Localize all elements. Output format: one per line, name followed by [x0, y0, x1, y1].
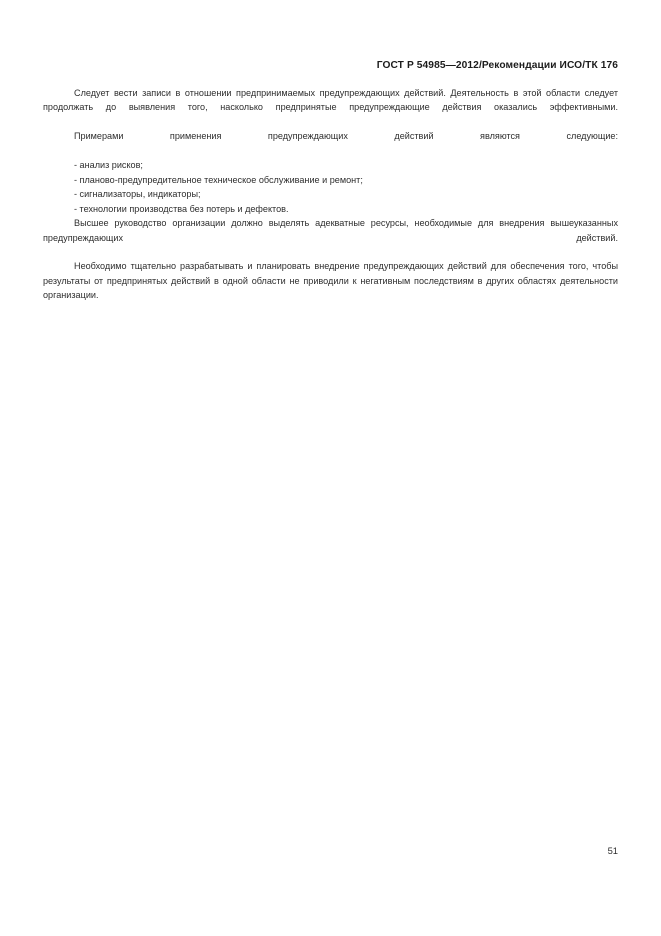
list-item: - анализ рисков;	[74, 160, 143, 171]
running-header: ГОСТ Р 54985—2012/Рекомендации ИСО/ТК 176	[376, 60, 618, 71]
list-item: - планово-предупредительное техническое обслуживание и ремонт;	[74, 174, 363, 185]
paragraph-planning-preventive-actions: Необходимо тщательно разрабатывать и планировать внедрение предупреждающих действий для обеспечения того, чтобы результаты от предпринятых действий в одной области не приводили к негативным последствиям в других областях деятельности организации.	[43, 261, 618, 301]
paragraph-examples-intro: Примерами применения предупреждающих действий являются следующие:	[74, 131, 618, 142]
preventive-action-examples-list	[43, 158, 618, 216]
paragraph-preventive-action-records: Следует вести записи в отношении предпринимаемых предупреждающих действий. Деятельность в этой области следует продолжать до выявления того, насколько предпринятые предупреждающие действия оказались эффективными.	[43, 88, 618, 113]
list-item: - технологии производства без потерь и дефектов.	[74, 203, 289, 214]
body-content	[43, 86, 618, 317]
paragraph-top-management-resources: Высшее руководство организации должно выделять адекватные ресурсы, необходимые для внедрения вышеуказанных предупреждающих действий.	[43, 218, 618, 243]
page-number: 51	[607, 845, 618, 856]
list-item: - сигнализаторы, индикаторы;	[74, 189, 201, 200]
